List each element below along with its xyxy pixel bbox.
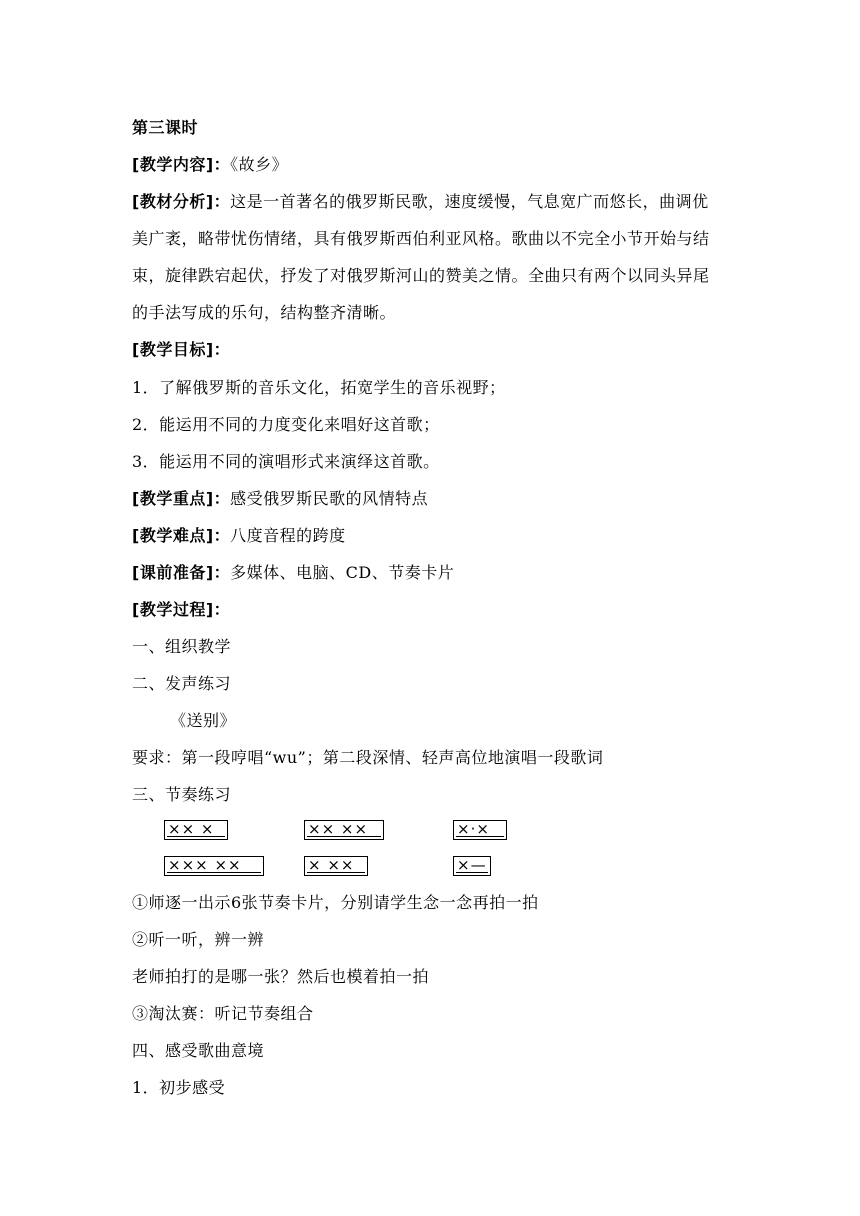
step-heading: 三、节奏练习 xyxy=(132,785,232,804)
key-value: 感受俄罗斯民歌的风情特点 xyxy=(230,489,429,508)
step-heading: 二、发声练习 xyxy=(132,674,232,693)
analysis-line-1 xyxy=(132,192,732,212)
rhythm-card: ×× ×× xyxy=(304,820,384,840)
prep-value: 多媒体、电脑、CD、节奏卡片 xyxy=(230,563,455,582)
goals-label: [教学目标]： xyxy=(132,340,231,359)
analysis-line-3: 束，旋律跌宕起伏，抒发了对俄罗斯河山的赞美之情。全曲只有两个以同头异尾 xyxy=(132,266,710,285)
difficulty-row xyxy=(132,526,732,546)
analysis-line-4: 的手法写成的乐句，结构整齐清晰。 xyxy=(132,303,397,322)
process-label: [教学过程]： xyxy=(132,600,231,619)
prep-row xyxy=(132,563,732,583)
lesson-title: 第三课时 xyxy=(132,118,199,137)
rhythm-card: ×·× xyxy=(453,820,507,840)
difficulty-value: 八度音程的跨度 xyxy=(230,526,346,545)
step-heading: 四、感受歌曲意境 xyxy=(132,1041,265,1060)
sub-step: 1．初步感受 xyxy=(132,1078,226,1097)
key-row xyxy=(132,489,732,509)
content-row xyxy=(132,155,732,175)
goal-item: 1．了解俄罗斯的音乐文化，拓宽学生的音乐视野； xyxy=(132,378,506,397)
goal-item: 3．能运用不同的演唱形式来演绎这首歌。 xyxy=(132,452,440,471)
step-heading: 一、组织教学 xyxy=(132,637,232,656)
difficulty-label: [教学难点]： xyxy=(132,526,231,545)
analysis-line-2: 美广袤，略带忧伤情绪，具有俄罗斯西伯利亚风格。歌曲以不完全小节开始与结 xyxy=(132,229,710,248)
analysis-label: [教材分析]： xyxy=(132,192,231,211)
rhythm-card: ××× ×× xyxy=(164,856,264,876)
rhythm-card: ×× × xyxy=(164,820,228,840)
rhythm-card: × ×× xyxy=(304,856,368,876)
goal-item: 2．能运用不同的力度变化来唱好这首歌； xyxy=(132,415,440,434)
activity-note: 老师拍打的是哪一张？然后也模着拍一拍 xyxy=(132,967,430,986)
song-title: 《送别》 xyxy=(170,711,237,730)
rhythm-card: ×— xyxy=(453,856,491,876)
content-value: 《故乡》 xyxy=(230,155,289,174)
analysis-text: 这是一首著名的俄罗斯民歌，速度缓慢，气息宽广而悠长，曲调优 xyxy=(230,192,709,211)
activity-note: ③淘汰赛：听记节奏组合 xyxy=(132,1004,314,1023)
prep-label: [课前准备]： xyxy=(132,563,231,582)
requirement-text: 要求：第一段哼唱“wu”；第二段深情、轻声高位地演唱一段歌词 xyxy=(132,748,604,767)
key-label: [教学重点]： xyxy=(132,489,231,508)
activity-note: ②听一听，辨一辨 xyxy=(132,930,265,949)
activity-note: ①师逐一出示6张节奏卡片，分别请学生念一念再拍一拍 xyxy=(132,893,539,912)
content-label: [教学内容]： xyxy=(132,155,231,174)
